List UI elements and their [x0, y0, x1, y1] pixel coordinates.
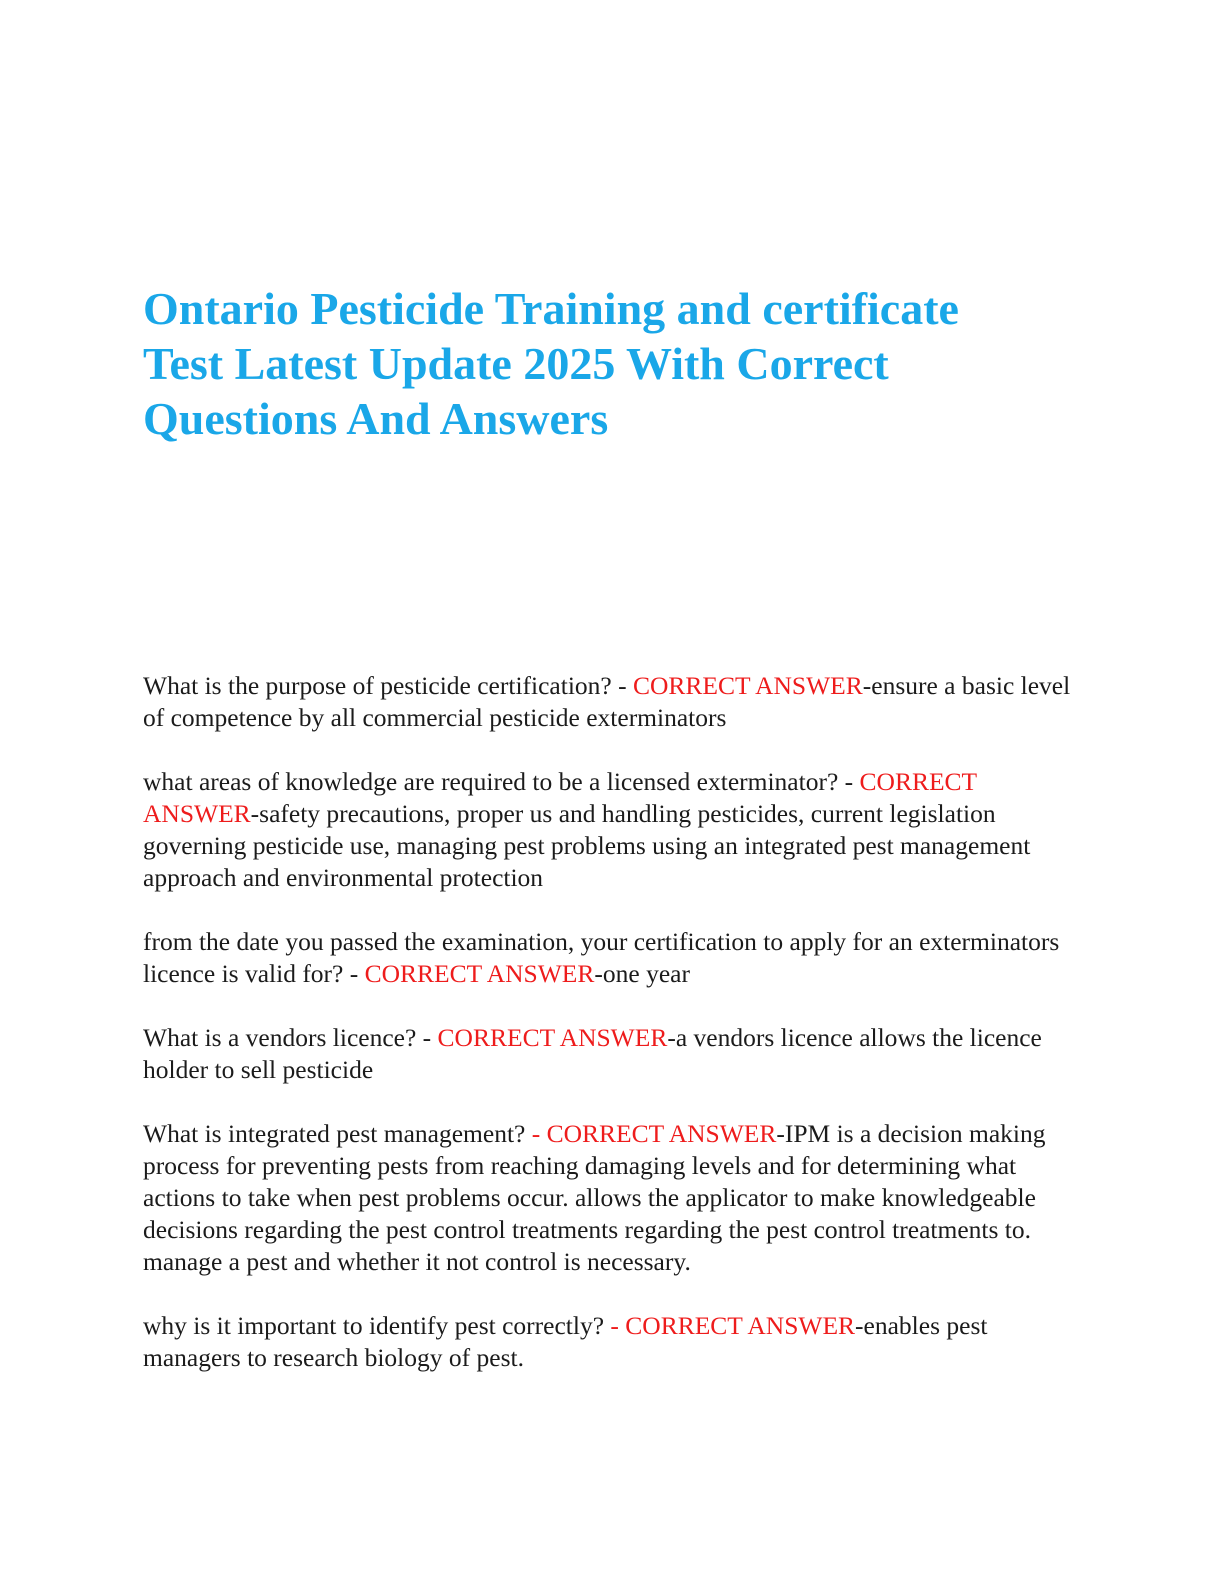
qa-answer: -ensure a basic level of competence by all commercial pesticide exterminators — [143, 671, 1071, 732]
correct-answer-marker: CORRECT ANSWER — [143, 767, 977, 828]
correct-answer-marker: - CORRECT ANSWER — [610, 1311, 856, 1340]
title-line-1: Ontario Pesticide Training and certificate — [143, 283, 959, 334]
correct-answer-marker: CORRECT ANSWER — [437, 1023, 668, 1052]
qa-item-4 — [143, 1022, 1078, 1086]
title-line-2: Test Latest Update 2025 With Correct — [143, 338, 889, 389]
qa-item-3 — [143, 926, 1078, 990]
qa-answer: -enables pest managers to research biology of pest. — [143, 1311, 988, 1372]
qa-question: What is integrated pest management? — [143, 1119, 532, 1148]
qa-question: What is the purpose of pesticide certification? - — [143, 671, 633, 700]
qa-question: what areas of knowledge are required to be a licensed exterminator? - — [143, 767, 860, 796]
document-title — [143, 281, 1043, 446]
title-line-3: Questions And Answers — [143, 393, 609, 444]
qa-item-5 — [143, 1118, 1078, 1278]
qa-answer: -safety precautions, proper us and handling pesticides, current legislation governing pesticide use, managing pest problems using an integrated pest management approach and environmental protection — [143, 799, 1031, 892]
correct-answer-marker: CORRECT ANSWER — [364, 959, 595, 988]
qa-answer: -one year — [594, 959, 690, 988]
correct-answer-marker: - CORRECT ANSWER — [531, 1119, 777, 1148]
qa-answer: -IPM is a decision making process for preventing pests from reaching damaging levels and for determining what actions to take when pest problems occur. allows the applicator to make knowledgeable decisions regarding the pest control treatments regarding the pest control treatments to. manage a pest and whether it not control is necessary. — [143, 1119, 1046, 1276]
qa-question: why is it important to identify pest correctly? — [143, 1311, 611, 1340]
qa-item-2 — [143, 766, 1078, 894]
qa-item-1 — [143, 670, 1078, 734]
qa-question: from the date you passed the examination, your certification to apply for an exterminators licence is valid for? - — [143, 927, 1060, 988]
qa-item-6 — [143, 1310, 1078, 1374]
correct-answer-marker: CORRECT ANSWER — [632, 671, 863, 700]
qa-question: What is a vendors licence? - — [143, 1023, 438, 1052]
qa-answer: -a vendors licence allows the licence holder to sell pesticide — [143, 1023, 1042, 1084]
qa-list — [143, 670, 1078, 1406]
